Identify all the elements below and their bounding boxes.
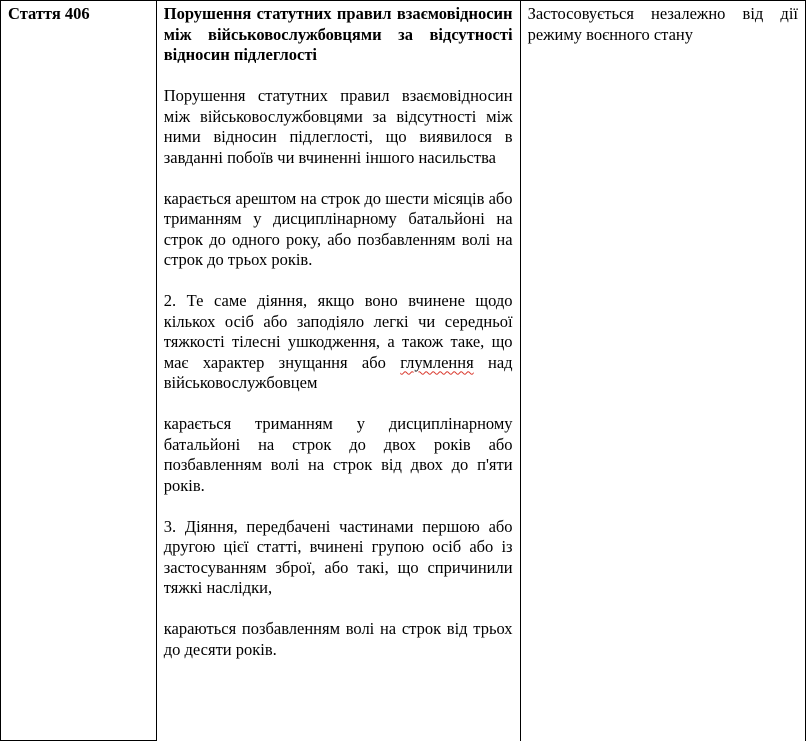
article-title: Порушення статутних правил взаємовідносин між військовослужбовцями за відсутності відносин підлеглості [163, 4, 513, 64]
part3-disposition: 3. Діяння, передбачені частинами першою або другою цієї статті, вчинені групою осіб або із застосуванням зброї, або такі, що спричинили тяжкі наслідки, [163, 516, 513, 597]
article-text-cell [156, 1, 520, 741]
table-row [1, 1, 806, 741]
article-number-cell [1, 1, 157, 741]
part2-disposition-before: 2. Те саме діяння, якщо воно вчинене щодо кількох осіб або заподіяло легкі чи середньої тяжкості тілесні ушкодження, а також таке, що має характер знущання або [163, 291, 513, 372]
article-number: Стаття 406 [8, 4, 90, 23]
part2-disposition [164, 291, 513, 394]
note-text: Застосовується незалежно від дії режиму воєнного стану [527, 4, 798, 44]
part1-sanction: карається арештом на строк до шести місяців або триманням у дисциплінарному батальйоні на строк до одного року, або позбавленням волі на строк до трьох років. [163, 188, 513, 269]
part2-sanction: карається триманням у дисциплінарному батальйоні на строк до двох років або позбавленням волі на строк від двох до п'яти років. [163, 414, 513, 495]
part2-disposition-after: над військовослужбовцем [163, 352, 513, 392]
spellcheck-flagged-word: глумлення [400, 352, 474, 372]
part3-sanction: караються позбавленням волі на строк від трьох до десяти років. [163, 619, 513, 659]
part1-disposition: Порушення статутних правил взаємовідносин між військовослужбовцями за відсутності між ними відносин підлеглості, що виявилося в завданні побоїв чи вчиненні іншого насильства [163, 86, 513, 167]
note-cell [520, 1, 805, 741]
